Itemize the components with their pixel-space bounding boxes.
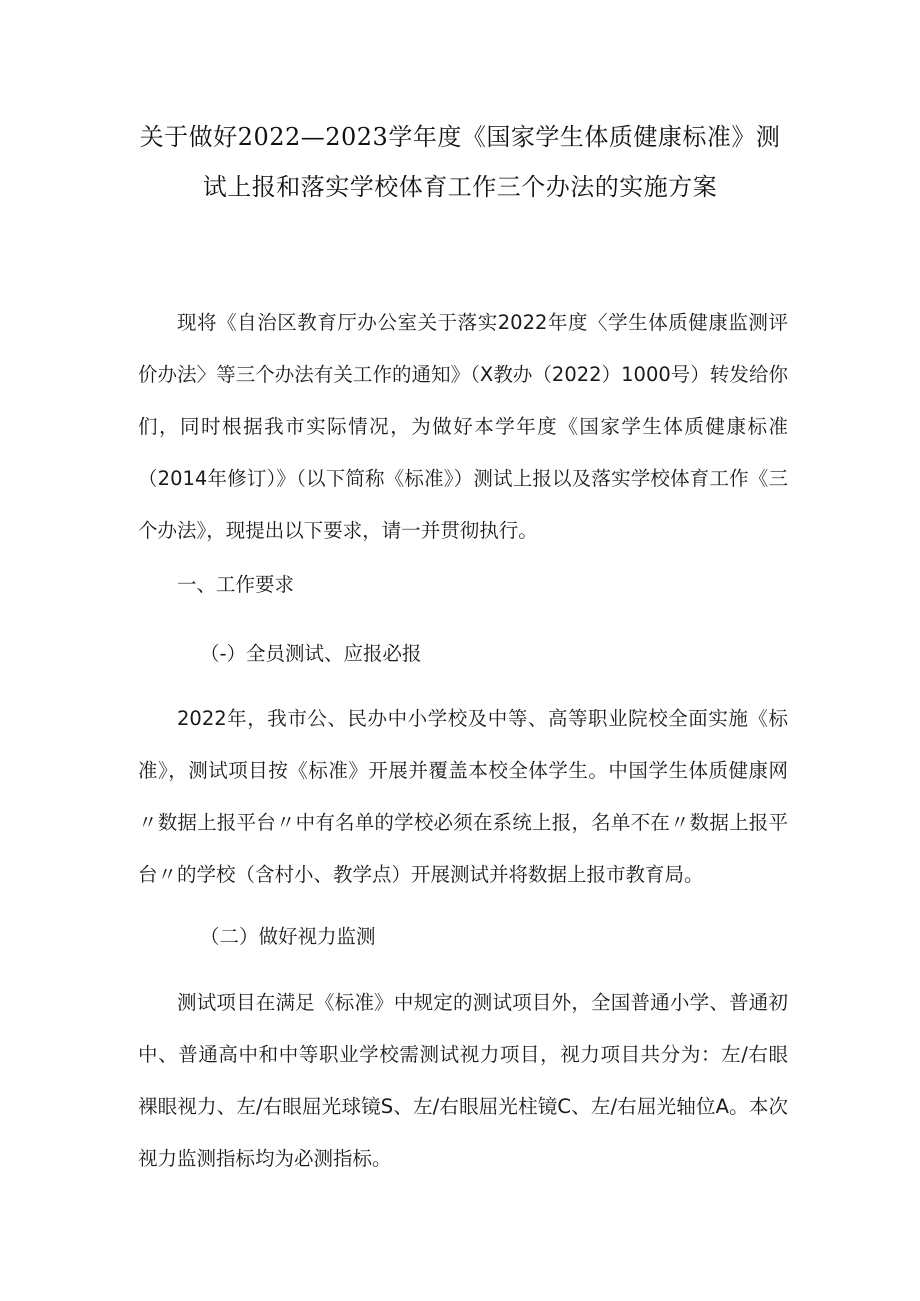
document-title: 关于做好2022—2023学年度《国家学生体质健康标准》测试上报和落实学校体育工作三个办法的实施方案 bbox=[139, 123, 781, 201]
subsection-heading-full-testing: （-）全员测试、应报必报 bbox=[200, 642, 422, 665]
subsection-heading-vision-monitoring: （二）做好视力监测 bbox=[200, 925, 376, 948]
subsection-paragraph-vision-monitoring: 测试项目在满足《标准》中规定的测试项目外，全国普通小学、普通初中、普通高中和中等职业学校需测试视力项目，视力项目共分为：左/右眼裸眼视力、左/右眼屈光球镜S、左/右眼屈光柱镜C、左/右屈光轴位A。本次视力监测指标均为必测指标。 bbox=[138, 991, 788, 1170]
section-heading-work-requirements: 一、工作要求 bbox=[177, 573, 295, 596]
subsection-paragraph-full-testing: 2022年，我市公、民办中小学校及中等、高等职业院校全面实施《标准》，测试项目按《标准》开展并覆盖本校全体学生。中国学生体质健康网〃数据上报平台〃中有名单的学校必须在系统上报，名单不在〃数据上报平台〃的学校（含村小、教学点）开展测试并将数据上报市教育局。 bbox=[138, 707, 788, 886]
intro-paragraph: 现将《自治区教育厅办公室关于落实2022年度〈学生体质健康监测评价办法〉等三个办法有关工作的通知》（X教办（2022）1000号）转发给你们，同时根据我市实际情况，为做好本学年度《国家学生体质健康标准（2014年修订）》（以下简称《标准》）测试上报以及落实学校体育工作《三个办法》，现提出以下要求，请一并贯彻执行。 bbox=[138, 311, 788, 542]
